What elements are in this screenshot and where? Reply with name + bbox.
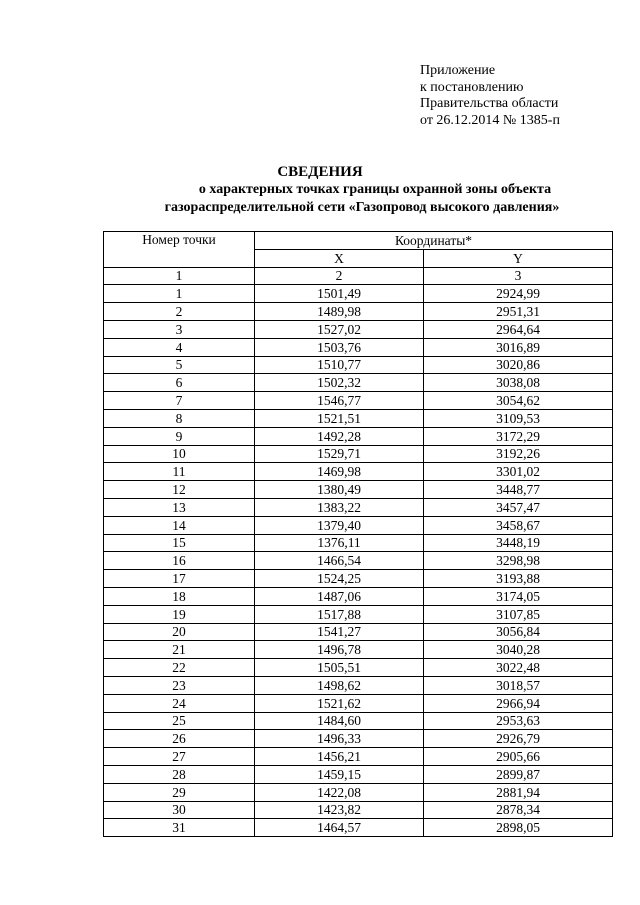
- column-number: 2: [255, 267, 424, 285]
- table-row: [104, 392, 613, 410]
- table-row: [104, 659, 613, 677]
- point-number-cell: 28: [104, 765, 255, 783]
- y-coordinate-cell: 2899,87: [424, 765, 613, 783]
- point-number-cell: 10: [104, 445, 255, 463]
- coordinates-table-body: [104, 232, 613, 837]
- document-subtitle: о характерных точках границы охранной зоны объекта: [198, 182, 552, 197]
- point-number-cell: 18: [104, 587, 255, 605]
- y-coordinate-cell: 3107,85: [424, 605, 613, 623]
- table-row: [104, 338, 613, 356]
- appendix-line: к постановлению: [420, 79, 524, 95]
- y-coordinate-cell: 3192,26: [424, 445, 613, 463]
- header-point-number: Номер точки: [104, 232, 255, 268]
- point-number-cell: 3: [104, 320, 255, 338]
- table-row: [104, 801, 613, 819]
- y-coordinate-cell: 3040,28: [424, 641, 613, 659]
- x-coordinate-cell: 1422,08: [255, 783, 424, 801]
- table-row: [104, 374, 613, 392]
- document-subtitle: газораспределительной сети «Газопровод высокого давления»: [164, 200, 560, 215]
- y-coordinate-cell: 3016,89: [424, 338, 613, 356]
- x-coordinate-cell: 1498,62: [255, 676, 424, 694]
- y-coordinate-cell: 3193,88: [424, 570, 613, 588]
- y-coordinate-cell: 3448,19: [424, 534, 613, 552]
- x-coordinate-cell: 1510,77: [255, 356, 424, 374]
- point-number-cell: 15: [104, 534, 255, 552]
- point-number-cell: 31: [104, 819, 255, 837]
- x-coordinate-cell: 1496,78: [255, 641, 424, 659]
- y-coordinate-cell: 2905,66: [424, 748, 613, 766]
- y-coordinate-cell: 3018,57: [424, 676, 613, 694]
- x-coordinate-cell: 1496,33: [255, 730, 424, 748]
- table-row: [104, 463, 613, 481]
- y-coordinate-cell: 2964,64: [424, 320, 613, 338]
- table-row: [104, 605, 613, 623]
- table-row: [104, 534, 613, 552]
- x-coordinate-cell: 1456,21: [255, 748, 424, 766]
- x-coordinate-cell: 1505,51: [255, 659, 424, 677]
- point-number-cell: 1: [104, 285, 255, 303]
- column-number: 1: [104, 267, 255, 285]
- appendix-line: от 26.12.2014 № 1385-п: [420, 112, 560, 128]
- x-coordinate-cell: 1521,51: [255, 409, 424, 427]
- column-number-row: [104, 267, 613, 285]
- table-header-row: [104, 232, 613, 250]
- point-number-cell: 4: [104, 338, 255, 356]
- point-number-cell: 19: [104, 605, 255, 623]
- column-number: 3: [424, 267, 613, 285]
- appendix-line: Приложение: [420, 63, 496, 78]
- document-title: СВЕДЕНИЯ: [277, 164, 363, 180]
- point-number-cell: 16: [104, 552, 255, 570]
- appendix-block: [420, 63, 560, 129]
- y-coordinate-cell: 2951,31: [424, 303, 613, 321]
- appendix-line: Правительства области: [420, 96, 559, 111]
- table-row: [104, 409, 613, 427]
- table-row: [104, 356, 613, 374]
- y-coordinate-cell: 3022,48: [424, 659, 613, 677]
- header-coordinates: Координаты*: [255, 232, 613, 250]
- table-row: [104, 765, 613, 783]
- x-coordinate-cell: 1487,06: [255, 587, 424, 605]
- table-row: [104, 730, 613, 748]
- table-row: [104, 712, 613, 730]
- point-number-cell: 7: [104, 392, 255, 410]
- point-number-cell: 2: [104, 303, 255, 321]
- y-coordinate-cell: 3109,53: [424, 409, 613, 427]
- table-row: [104, 427, 613, 445]
- x-coordinate-cell: 1489,98: [255, 303, 424, 321]
- table-row: [104, 303, 613, 321]
- table-row: [104, 587, 613, 605]
- table-row: [104, 623, 613, 641]
- point-number-cell: 12: [104, 481, 255, 499]
- point-number-cell: 17: [104, 570, 255, 588]
- point-number-cell: 14: [104, 516, 255, 534]
- y-coordinate-cell: 2926,79: [424, 730, 613, 748]
- y-coordinate-cell: 3056,84: [424, 623, 613, 641]
- y-coordinate-cell: 3020,86: [424, 356, 613, 374]
- x-coordinate-cell: 1466,54: [255, 552, 424, 570]
- table-row: [104, 285, 613, 303]
- y-coordinate-cell: 2881,94: [424, 783, 613, 801]
- point-number-cell: 25: [104, 712, 255, 730]
- point-number-cell: 22: [104, 659, 255, 677]
- y-coordinate-cell: 3038,08: [424, 374, 613, 392]
- table-row: [104, 694, 613, 712]
- table-row: [104, 445, 613, 463]
- x-coordinate-cell: 1423,82: [255, 801, 424, 819]
- y-coordinate-cell: 3301,02: [424, 463, 613, 481]
- point-number-cell: 23: [104, 676, 255, 694]
- y-coordinate-cell: 2966,94: [424, 694, 613, 712]
- y-coordinate-cell: 3458,67: [424, 516, 613, 534]
- y-coordinate-cell: 3172,29: [424, 427, 613, 445]
- y-coordinate-cell: 2953,63: [424, 712, 613, 730]
- x-coordinate-cell: 1484,60: [255, 712, 424, 730]
- point-number-cell: 13: [104, 498, 255, 516]
- point-number-cell: 9: [104, 427, 255, 445]
- x-coordinate-cell: 1529,71: [255, 445, 424, 463]
- x-coordinate-cell: 1469,98: [255, 463, 424, 481]
- y-coordinate-cell: 3054,62: [424, 392, 613, 410]
- point-number-cell: 29: [104, 783, 255, 801]
- table-row: [104, 783, 613, 801]
- y-coordinate-cell: 2924,99: [424, 285, 613, 303]
- point-number-cell: 27: [104, 748, 255, 766]
- x-coordinate-cell: 1459,15: [255, 765, 424, 783]
- x-coordinate-cell: 1527,02: [255, 320, 424, 338]
- y-coordinate-cell: 2898,05: [424, 819, 613, 837]
- x-coordinate-cell: 1383,22: [255, 498, 424, 516]
- x-coordinate-cell: 1546,77: [255, 392, 424, 410]
- y-coordinate-cell: 3457,47: [424, 498, 613, 516]
- table-row: [104, 641, 613, 659]
- x-coordinate-cell: 1517,88: [255, 605, 424, 623]
- x-coordinate-cell: 1541,27: [255, 623, 424, 641]
- point-number-cell: 24: [104, 694, 255, 712]
- table-row: [104, 498, 613, 516]
- table-row: [104, 570, 613, 588]
- table-row: [104, 516, 613, 534]
- coordinates-table: [103, 231, 613, 837]
- x-coordinate-cell: 1502,32: [255, 374, 424, 392]
- table-row: [104, 676, 613, 694]
- point-number-cell: 6: [104, 374, 255, 392]
- point-number-cell: 11: [104, 463, 255, 481]
- x-coordinate-cell: 1376,11: [255, 534, 424, 552]
- y-coordinate-cell: 2878,34: [424, 801, 613, 819]
- x-coordinate-cell: 1464,57: [255, 819, 424, 837]
- x-coordinate-cell: 1503,76: [255, 338, 424, 356]
- x-coordinate-cell: 1379,40: [255, 516, 424, 534]
- x-coordinate-cell: 1524,25: [255, 570, 424, 588]
- point-number-cell: 21: [104, 641, 255, 659]
- x-coordinate-cell: 1501,49: [255, 285, 424, 303]
- header-y: Y: [424, 249, 613, 267]
- x-coordinate-cell: 1380,49: [255, 481, 424, 499]
- point-number-cell: 26: [104, 730, 255, 748]
- table-row: [104, 552, 613, 570]
- point-number-cell: 8: [104, 409, 255, 427]
- y-coordinate-cell: 3448,77: [424, 481, 613, 499]
- table-row: [104, 748, 613, 766]
- y-coordinate-cell: 3298,98: [424, 552, 613, 570]
- x-coordinate-cell: 1521,62: [255, 694, 424, 712]
- point-number-cell: 30: [104, 801, 255, 819]
- point-number-cell: 20: [104, 623, 255, 641]
- header-x: X: [255, 249, 424, 267]
- table-row: [104, 481, 613, 499]
- y-coordinate-cell: 3174,05: [424, 587, 613, 605]
- table-row: [104, 320, 613, 338]
- table-row: [104, 819, 613, 837]
- x-coordinate-cell: 1492,28: [255, 427, 424, 445]
- point-number-cell: 5: [104, 356, 255, 374]
